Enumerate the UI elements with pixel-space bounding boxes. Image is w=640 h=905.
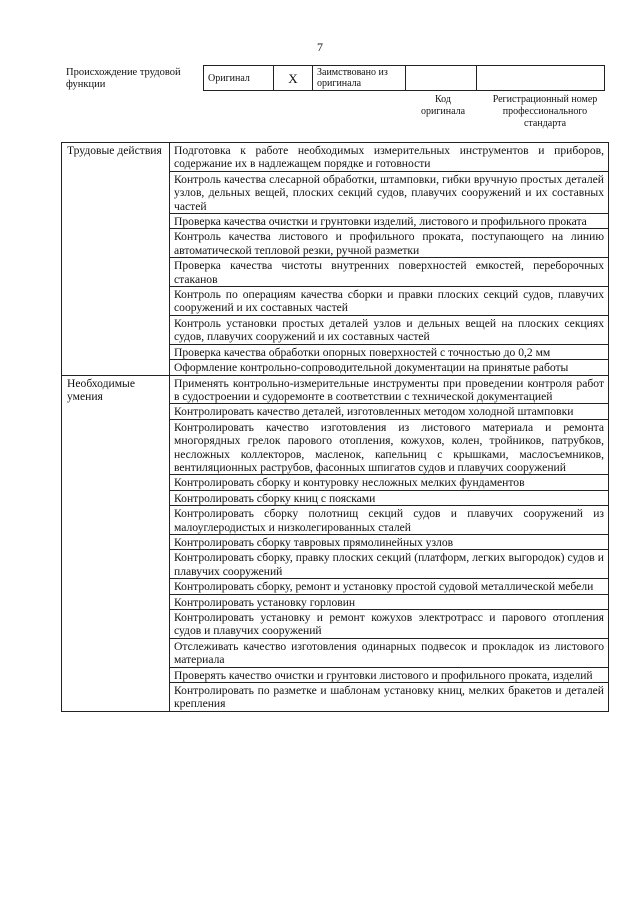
table-cell: Контролировать по разметке и шаблонам установку книц, мелких бракетов и деталей крепления bbox=[170, 683, 609, 712]
table-cell: Подготовка к работе необходимых измерительных инструментов и приборов, содержание их в надлежащем порядке и готовности bbox=[170, 143, 609, 172]
table-cell: Контролировать установку и ремонт кожухов электротрасс и парового отопления судов и плавучих сооружений bbox=[170, 610, 609, 639]
reg-number-cell bbox=[477, 66, 605, 91]
table-cell: Применять контрольно-измерительные инструменты при проведении контроля работ в судостроении и судоремонте в соответствии с технической документацией bbox=[170, 375, 609, 404]
table-cell: Контроль установки простых деталей узлов и дельных вещей на плоских секциях судов, плавучих сооружений и их составных частей bbox=[170, 315, 609, 344]
table-cell: Контролировать сборку полотнищ секций судов и плавучих сооружений из малоуглеродистых и низколегированных сталей bbox=[170, 506, 609, 535]
table-cell: Контроль по операциям качества сборки и правки плоских секций судов, плавучих сооружений и их составных частей bbox=[170, 287, 609, 316]
table-cell: Контролировать качество деталей, изготовленных методом холодной штамповки bbox=[170, 404, 609, 419]
table-cell: Контроль качества слесарной обработки, штамповки, гибки вручную простых деталей узлов, дельных вещей, плоских секций судов, плавучих сооружений и их составных частей bbox=[170, 171, 609, 213]
table-cell: Проверка качества чистоты внутренних поверхностей емкостей, переборочных стаканов bbox=[170, 258, 609, 287]
reg-number-label: Регистрационный номер профессионального стандарта bbox=[492, 94, 598, 129]
table-cell: Контролировать качество изготовления из листового материала и ремонта многорядных грелок парового отопления, кожухов, колен, тройников, патрубков, несложных коллекторов, масленок, капельниц с крышками, маслосъемников, вентиляционных раструбов, фасонных шпигатов судов и плавучих сооружений bbox=[170, 419, 609, 475]
table-row bbox=[62, 143, 609, 172]
table-cell: Контролировать сборку книц с поясками bbox=[170, 490, 609, 505]
origin-label: Происхождение трудовой функции bbox=[66, 67, 181, 90]
table-cell: Оформление контрольно-сопроводительной документации на принятые работы bbox=[170, 360, 609, 375]
table-cell: Контролировать сборку, правку плоских секций (платформ, легких выгородок) судов и плавучих сооружений bbox=[170, 550, 609, 579]
table-cell: Проверка качества обработки опорных поверхностей с точностью до 0,2 мм bbox=[170, 344, 609, 359]
code-cell bbox=[406, 66, 477, 91]
table-cell: Проверка качества очистки и грунтовки изделий, листового и профильного проката bbox=[170, 214, 609, 229]
table-cell: Проверять качество очистки и грунтовки листового и профильного проката, изделий bbox=[170, 667, 609, 682]
table-row bbox=[62, 375, 609, 404]
section-name: Трудовые действия bbox=[62, 143, 170, 376]
table-cell: Контролировать сборку и контуровку несложных мелких фундаментов bbox=[170, 475, 609, 490]
functions-table bbox=[61, 142, 609, 712]
table-cell: Контролировать установку горловин bbox=[170, 594, 609, 609]
origin-table bbox=[203, 65, 605, 91]
page-number: 7 bbox=[317, 40, 323, 54]
functions-table-body bbox=[62, 143, 609, 712]
original-cell: Оригинал bbox=[204, 66, 274, 91]
code-label: Код оригинала bbox=[420, 94, 466, 117]
section-name: Необходимые умения bbox=[62, 375, 170, 711]
borrowed-cell: Заимствовано из оригинала bbox=[313, 66, 406, 91]
table-cell: Контролировать сборку тавровых прямолинейных узлов bbox=[170, 534, 609, 549]
table-cell: Контроль качества листового и профильного проката, поступающего на линию автоматической тепловой резки, ручной разметки bbox=[170, 229, 609, 258]
table-cell: Отслеживать качество изготовления одинарных подвесок и прокладок из листового материала bbox=[170, 638, 609, 667]
original-mark: X bbox=[274, 66, 313, 91]
table-cell: Контролировать сборку, ремонт и установку простой судовой металлической мебели bbox=[170, 579, 609, 594]
